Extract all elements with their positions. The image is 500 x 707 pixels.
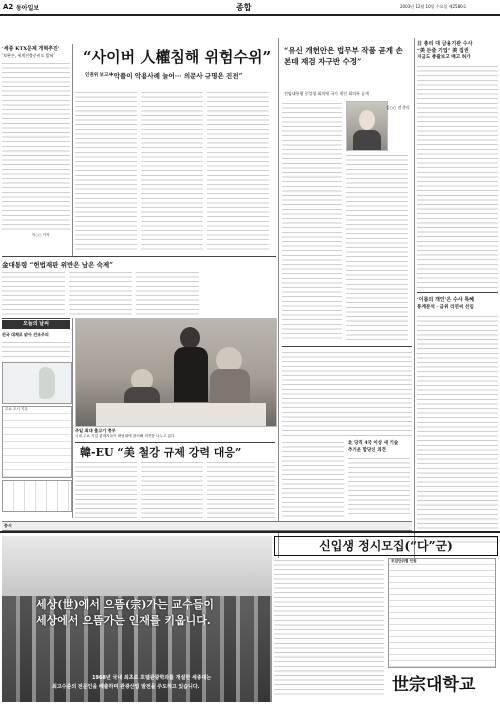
bottom-right-body2: [348, 456, 410, 518]
divider: [2, 318, 70, 319]
map-land-shape: [39, 367, 55, 399]
far-right-title5: 통계분석 · 금위 리연씨 선임: [417, 305, 474, 310]
korea-eu-headline: 韓-EU “美 철강 규제 강력 대응”: [80, 446, 242, 459]
weather-box: [2, 320, 70, 520]
newspaper-name: 동아일보: [16, 5, 40, 12]
weather-subtitle: 전국 대체로 맑아 건조주의: [2, 332, 49, 337]
far-right-column: [417, 40, 498, 610]
divider: [414, 38, 415, 608]
main-subheadline: “악플이 악용사례 늘어··· 의문사 규명은 진전”: [110, 72, 243, 80]
left-mid-body2: [69, 270, 132, 318]
korea-eu-body1: [75, 460, 137, 518]
ad-table: [388, 558, 496, 668]
right-top-subheadline: 전임대통령 중앙청 회의에 국가 재건 회의록 공개: [284, 91, 369, 96]
page-header: [0, 0, 500, 14]
stock-bar: [2, 521, 412, 531]
bottom-right-story: [282, 440, 412, 520]
mid-right-body: [282, 350, 412, 436]
person-shape: [180, 327, 200, 349]
bottom-right-body1: [282, 440, 344, 518]
left-mid-body3: [136, 270, 199, 318]
ad-slogan-1: 세상(世)에서 으뜸(宗)가는 교수들이: [36, 598, 214, 611]
weather-title: 오늘의 날씨: [2, 320, 70, 329]
main-body-col3: [207, 90, 269, 250]
far-right-title4: ‘이름의 개인’은 수사 특혜: [417, 297, 475, 303]
main-headline: “사이버 人權침해 위험수위”: [83, 48, 272, 66]
divider: [417, 292, 498, 293]
photo-caption-title: 주일 최대 출고기 종무: [75, 428, 116, 433]
divider: [72, 318, 73, 518]
meeting-photo: [75, 318, 277, 427]
page-label: A2: [3, 3, 14, 11]
ad-footer-1: 1968년 국내 최초로 호텔관광학과를 개설한 세종대는: [92, 675, 212, 681]
left-mid-body1: [2, 270, 65, 318]
far-right-body2: [417, 314, 498, 544]
divider: [72, 44, 73, 256]
portrait-photo: [346, 101, 388, 151]
left-mid-headline: 金대통령 “헌법재판 위반은 남은 숙제”: [2, 261, 113, 269]
main-story: [75, 38, 275, 258]
left-body: [2, 61, 70, 233]
ad-table-header: 모집단위별 인원: [391, 559, 417, 563]
main-label: 인권위 보고서: [85, 73, 113, 78]
left-byline: 이○○ 기자: [32, 233, 50, 237]
ad-photo: [2, 536, 272, 702]
ad-footer-2: 최고수준의 전문인을 배출하며 관광산업 발전을 주도하고 있습니다.: [52, 684, 200, 690]
ad-univ-name: 世宗대학교: [392, 675, 476, 695]
header-rule: [0, 14, 500, 16]
weather-table: [2, 406, 72, 478]
table-shape: [96, 403, 266, 426]
right-top-body-col1: [282, 101, 342, 341]
far-right-title3: 지금도 총괄보고 배고 허가: [417, 55, 471, 60]
main-body-col1: [75, 90, 137, 250]
far-right-body1: [417, 64, 498, 289]
stock-label: 증시: [4, 523, 12, 528]
weather-body: [2, 340, 70, 358]
section-title: 종합: [236, 3, 252, 12]
right-top-body-col2: [346, 153, 408, 341]
portrait-caption: 김○○ 전 총리: [386, 105, 410, 110]
bottom-right-subheadline: 추기운 합당신 의견: [348, 448, 386, 453]
ad-info-block: [274, 558, 384, 698]
divider: [75, 442, 275, 443]
left-column-top: [2, 45, 70, 240]
ad-recruit-title: 신입생 정시모집(“다”군): [274, 536, 498, 556]
ad-recruit-panel: [274, 536, 498, 702]
person-shape: [174, 347, 208, 402]
photo-caption-text: 국내 주요 기업 관계자들이 좌담회에 참석해 의견을 나누고 있다.: [75, 434, 176, 438]
left-kicker: ‘세종 KTX문제 개혁추진’: [2, 46, 60, 52]
ad-top-rule: [0, 531, 500, 533]
bottom-right-headline: 北 당직 4국 이상 새 기술: [348, 441, 399, 446]
date-line: 2003년 12월 10일 수요일 제2580호: [400, 4, 467, 9]
left-subkicker: ‘보완론, 세계진출준비도 밝혀’: [2, 53, 55, 58]
portrait-face-shape: [359, 110, 375, 130]
korea-eu-body3: [207, 460, 275, 518]
far-right-headline: 日 총리 대 금융기관 수사: [417, 41, 473, 47]
ad-slogan-2: 세상에서 으뜸가는 인재를 키웁니다.: [36, 614, 211, 627]
divider: [282, 346, 412, 347]
right-top-headline: “유신 개헌안은 법무부 작품 곧게 손본데 재검 자구반 수정”: [284, 46, 403, 66]
left-mid-story: [2, 260, 202, 315]
divider: [2, 256, 276, 257]
far-right-subheadline: “美 돈줄 기업” 美 집권: [417, 48, 469, 54]
korea-eu-body2: [141, 460, 203, 518]
weather-map: [2, 362, 72, 404]
main-body-col2: [141, 90, 203, 250]
portrait-body-shape: [353, 130, 381, 150]
right-top-story: [282, 45, 412, 345]
weather-bottom-grid: [2, 480, 72, 512]
weather-table-title: 주요 도시 기온: [5, 407, 29, 411]
